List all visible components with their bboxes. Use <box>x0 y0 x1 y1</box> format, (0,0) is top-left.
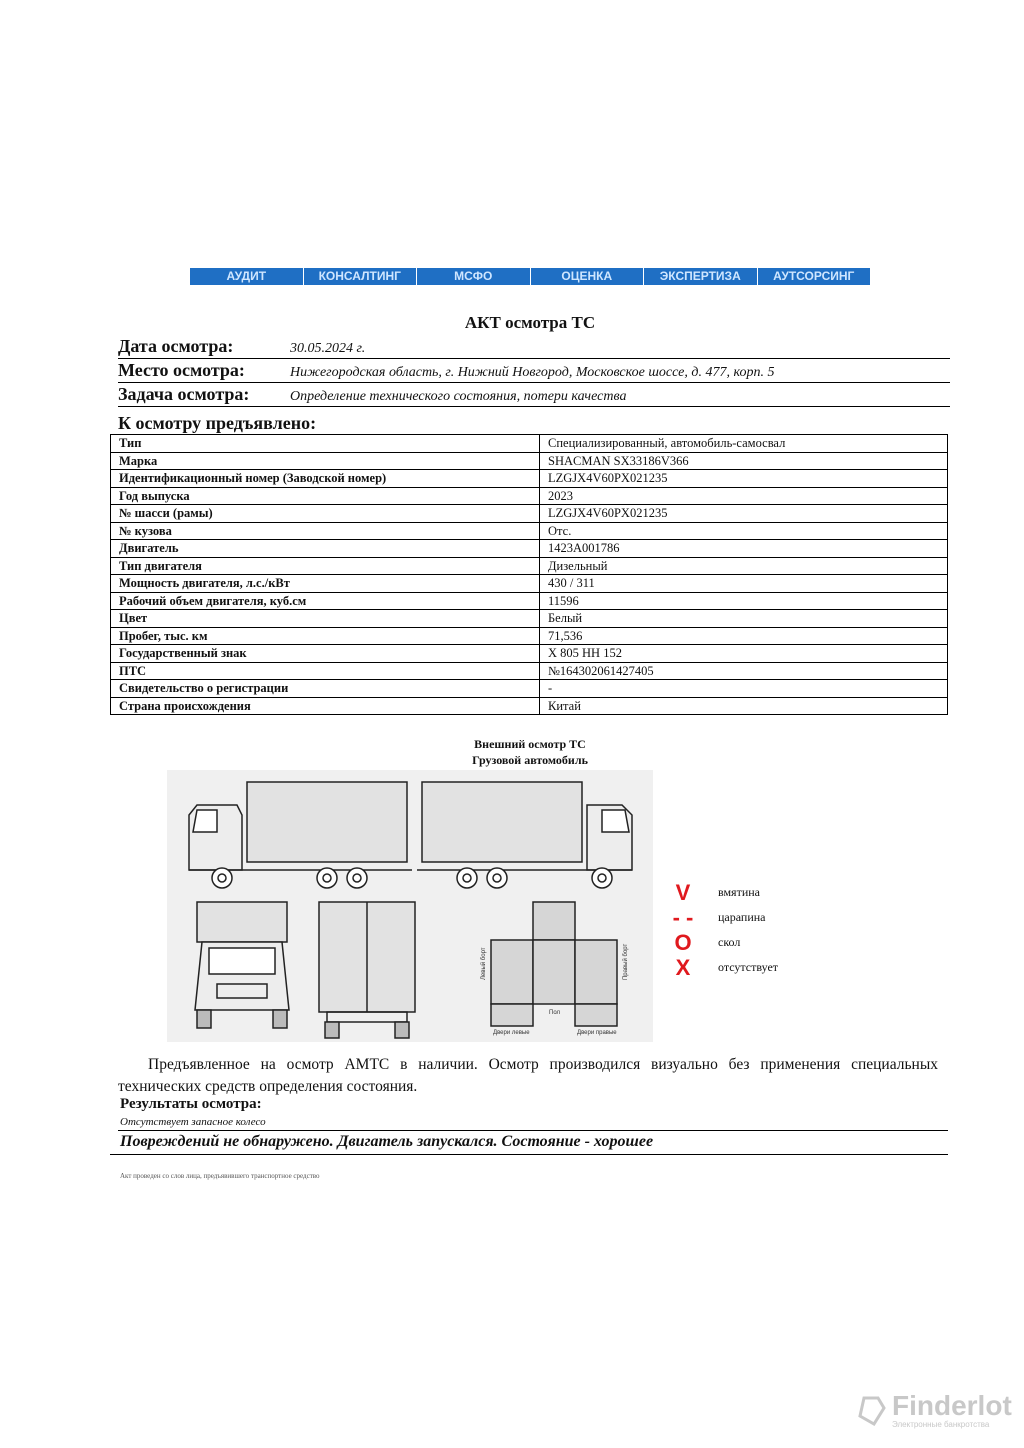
spec-value: 1423A001786 <box>540 540 948 558</box>
spec-value: SHACMAN SX33186V366 <box>540 452 948 470</box>
table-row <box>111 645 948 663</box>
table-row <box>111 627 948 645</box>
table-row <box>111 505 948 523</box>
table-row <box>111 435 948 453</box>
spec-value: 430 / 311 <box>540 575 948 593</box>
spec-key: Двигатель <box>111 540 540 558</box>
vehicle-spec-table <box>110 434 948 715</box>
legend-text: скол <box>718 935 741 949</box>
spec-key: № шасси (рамы) <box>111 505 540 523</box>
diagram-doors-left-label: Двери левые <box>493 1030 530 1036</box>
document-title: АКТ осмотра ТС <box>464 313 596 332</box>
spec-value: Отс. <box>540 522 948 540</box>
meta-value: 30.05.2024 г. <box>290 341 366 356</box>
nav-item-ifrs: МСФО <box>417 268 531 285</box>
spec-value: LZGJX4V60PX021235 <box>540 470 948 488</box>
spec-value: LZGJX4V60PX021235 <box>540 505 948 523</box>
spec-key: Марка <box>111 452 540 470</box>
spec-key: Свидетельство о регистрации <box>111 680 540 698</box>
truck-diagram <box>167 770 653 1042</box>
finderlot-logo-icon <box>856 1396 886 1426</box>
legend-text: царапина <box>718 910 766 924</box>
legend-row-chip <box>668 930 778 955</box>
meta-label: Место осмотра: <box>118 360 245 380</box>
exterior-inspection-title <box>380 736 680 768</box>
diagram-doors-right-label: Двери правые <box>577 1030 617 1036</box>
spec-key: Идентификационный номер (Заводской номер) <box>111 470 540 488</box>
nav-item-outsourcing: АУТСОРСИНГ <box>773 269 855 283</box>
spec-value: - <box>540 680 948 698</box>
meta-label: Задача осмотра: <box>118 384 250 404</box>
exterior-title: Внешний осмотр ТС <box>474 737 586 751</box>
divider <box>118 1130 948 1131</box>
meta-value: Определение технического состояния, потери качества <box>290 389 627 404</box>
inspection-paragraph: Предъявленное на осмотр АМТС в наличии. Осмотр производился визуально без применения специальных технических средств определения состояния. <box>118 1056 938 1095</box>
spec-value: Дизельный <box>540 557 948 575</box>
spec-key: Цвет <box>111 610 540 628</box>
diagram-floor-label: Пол <box>549 1010 561 1016</box>
table-row <box>111 557 948 575</box>
chip-icon: O <box>674 929 692 955</box>
meta-label: Дата осмотра: <box>118 336 234 356</box>
table-row <box>111 470 948 488</box>
nav-item-audit: АУДИТ <box>190 268 304 285</box>
results-note: Отсутствует запасное колесо <box>120 1116 266 1128</box>
nav-item-expertise: ЭКСПЕРТИЗА <box>644 268 758 285</box>
nav-item-consulting: КОНСАЛТИНГ <box>304 268 418 285</box>
meta-row-task <box>118 381 950 407</box>
spec-key: ПТС <box>111 662 540 680</box>
legend-text: вмятина <box>718 885 760 899</box>
table-row <box>111 540 948 558</box>
footer-note: Акт проведен со слов лица, предъявившего транспортное средство <box>120 1172 320 1180</box>
legend-row-dent <box>668 880 778 905</box>
spec-key: Государственный знак <box>111 645 540 663</box>
watermark-name: Finderlot <box>892 1390 1012 1421</box>
exterior-subtitle: Грузовой автомобиль <box>472 753 588 767</box>
spec-value: 11596 <box>540 592 948 610</box>
spec-value: Белый <box>540 610 948 628</box>
spec-value: 2023 <box>540 487 948 505</box>
spec-value: Китай <box>540 697 948 715</box>
spec-key: Рабочий объем двигателя, куб.см <box>111 592 540 610</box>
table-row <box>111 487 948 505</box>
legend-row-scratch <box>668 905 778 930</box>
damage-legend <box>668 880 778 980</box>
meta-row-date <box>118 333 950 359</box>
divider <box>110 1154 948 1155</box>
dent-icon: V <box>675 879 691 905</box>
scratch-icon: - - <box>672 904 694 930</box>
table-row <box>111 592 948 610</box>
table-row <box>111 662 948 680</box>
nav-item-valuation: ОЦЕНКА <box>531 268 645 285</box>
table-row <box>111 575 948 593</box>
diagram-left-side-label: Левый борт <box>481 947 487 980</box>
presented-heading: К осмотру предъявлено: <box>118 413 317 433</box>
legend-text: отсутствует <box>718 960 779 974</box>
spec-key: Мощность двигателя, л.с./кВт <box>111 575 540 593</box>
table-row <box>111 610 948 628</box>
spec-value: Специализированный, автомобиль-самосвал <box>540 435 948 453</box>
spec-value: Х 805 НН 152 <box>540 645 948 663</box>
table-row <box>111 697 948 715</box>
watermark-sub: Электронные банкротства <box>892 1420 990 1429</box>
table-row <box>111 452 948 470</box>
meta-row-place <box>118 357 950 383</box>
watermark <box>856 1392 1012 1429</box>
spec-key: Тип <box>111 435 540 453</box>
spec-value: №164302061427405 <box>540 662 948 680</box>
spec-key: Тип двигателя <box>111 557 540 575</box>
table-row <box>111 680 948 698</box>
missing-icon: X <box>675 954 691 980</box>
conclusion: Повреждений не обнаружено. Двигатель запускался. Состояние - хорошее <box>120 1133 654 1150</box>
table-row <box>111 522 948 540</box>
truck-schematic-icon <box>167 770 653 1042</box>
spec-value: 71,536 <box>540 627 948 645</box>
company-services-nav <box>190 268 870 285</box>
spec-key: Год выпуска <box>111 487 540 505</box>
meta-value: Нижегородская область, г. Нижний Новгород, Московское шоссе, д. 477, корп. 5 <box>290 365 775 380</box>
diagram-right-side-label: Правый борт <box>623 943 629 980</box>
legend-row-missing <box>668 955 778 980</box>
spec-key: Пробег, тыс. км <box>111 627 540 645</box>
spec-key: № кузова <box>111 522 540 540</box>
spec-key: Страна происхождения <box>111 697 540 715</box>
results-heading: Результаты осмотра: <box>120 1096 262 1112</box>
